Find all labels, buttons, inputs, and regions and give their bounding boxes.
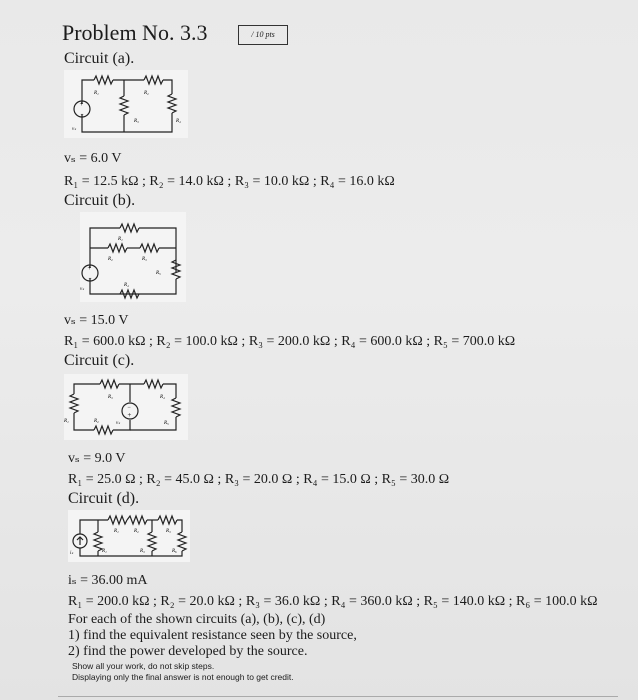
circuit-d-diagram xyxy=(68,510,190,562)
instructions-note-1: Show all your work, do not skip steps. xyxy=(72,661,215,671)
svg-text:R₁: R₁ xyxy=(64,419,69,424)
circuit-d-resistors: R₁ = 200.0 kΩ ; R₂ = 20.0 kΩ ; R₃ = 36.0 kΩ ; R₄ = 360.0 kΩ ; R₅ = 140.0 kΩ ; R₆ = 100.0 kΩ xyxy=(68,594,598,609)
circuit-c-resistors: R₁ = 25.0 Ω ; R₂ = 45.0 Ω ; R₃ = 20.0 Ω ; R₄ = 15.0 Ω ; R₅ = 30.0 Ω xyxy=(68,472,450,487)
points-box: / 10 pts xyxy=(238,25,288,45)
svg-text:R₂: R₂ xyxy=(144,91,149,96)
circuit-a-source: vₛ = 6.0 V xyxy=(64,151,122,166)
svg-text:R₄: R₄ xyxy=(160,395,165,400)
circuit-a-resistors: R₁ = 12.5 kΩ ; R₂ = 14.0 kΩ ; R₃ = 10.0 kΩ ; R₄ = 16.0 kΩ xyxy=(64,174,395,189)
svg-text:R₄: R₄ xyxy=(124,283,129,288)
svg-text:R₁: R₁ xyxy=(102,549,107,554)
circuit-b-resistors: R₁ = 600.0 kΩ ; R₂ = 100.0 kΩ ; R₃ = 200.0 kΩ ; R₄ = 600.0 kΩ ; R₅ = 700.0 kΩ xyxy=(64,334,516,349)
svg-text:R₃: R₃ xyxy=(166,529,171,534)
instructions-intro: For each of the shown circuits (a), (b), (c), (d) xyxy=(68,612,326,627)
svg-text:R₁: R₁ xyxy=(114,529,119,534)
circuit-d-source: iₛ = 36.00 mA xyxy=(68,573,148,588)
bottom-divider xyxy=(58,696,618,697)
circuit-c-label: Circuit (c). xyxy=(64,352,135,369)
svg-text:−: − xyxy=(127,405,132,411)
svg-text:+: + xyxy=(127,411,132,419)
svg-text:vₛ: vₛ xyxy=(116,421,121,426)
circuit-c-diagram xyxy=(64,374,188,440)
svg-text:vₛ: vₛ xyxy=(72,127,77,132)
svg-text:+: + xyxy=(79,100,84,108)
svg-text:R₂: R₂ xyxy=(108,257,113,262)
circuit-d-label: Circuit (d). xyxy=(68,490,140,507)
svg-text:−: − xyxy=(80,112,85,118)
svg-text:+: + xyxy=(87,264,92,272)
svg-text:R₃: R₃ xyxy=(108,395,113,400)
svg-text:−: − xyxy=(88,276,93,282)
problem-title: Problem No. 3.3 xyxy=(62,20,208,45)
svg-text:vₛ: vₛ xyxy=(80,287,85,292)
circuit-b-diagram xyxy=(80,212,186,302)
svg-text:R₁: R₁ xyxy=(118,237,123,242)
svg-text:iₛ: iₛ xyxy=(70,551,74,556)
circuit-b-source: vₛ = 15.0 V xyxy=(64,313,129,328)
instructions-q1: 1) find the equivalent resistance seen by the source, xyxy=(68,628,357,643)
svg-text:R₃: R₃ xyxy=(142,257,147,262)
circuit-b-label: Circuit (b). xyxy=(64,192,136,209)
svg-text:R₃: R₃ xyxy=(140,549,145,554)
svg-text:R₅: R₅ xyxy=(164,421,169,426)
circuit-c-source: vₛ = 9.0 V xyxy=(68,451,126,466)
svg-text:R₂: R₂ xyxy=(134,529,139,534)
instructions-q2: 2) find the power developed by the source. xyxy=(68,644,308,659)
svg-text:R₅: R₅ xyxy=(156,271,161,276)
svg-text:R₂: R₂ xyxy=(94,419,99,424)
svg-text:R₃: R₃ xyxy=(134,119,139,124)
svg-text:R₆: R₆ xyxy=(172,549,177,554)
svg-text:R₄: R₄ xyxy=(176,119,181,124)
circuit-a-diagram xyxy=(64,70,188,138)
circuit-a-label: Circuit (a). xyxy=(64,50,135,67)
instructions-note-2: Displaying only the final answer is not enough to get credit. xyxy=(72,672,294,682)
svg-text:R₁: R₁ xyxy=(94,91,99,96)
